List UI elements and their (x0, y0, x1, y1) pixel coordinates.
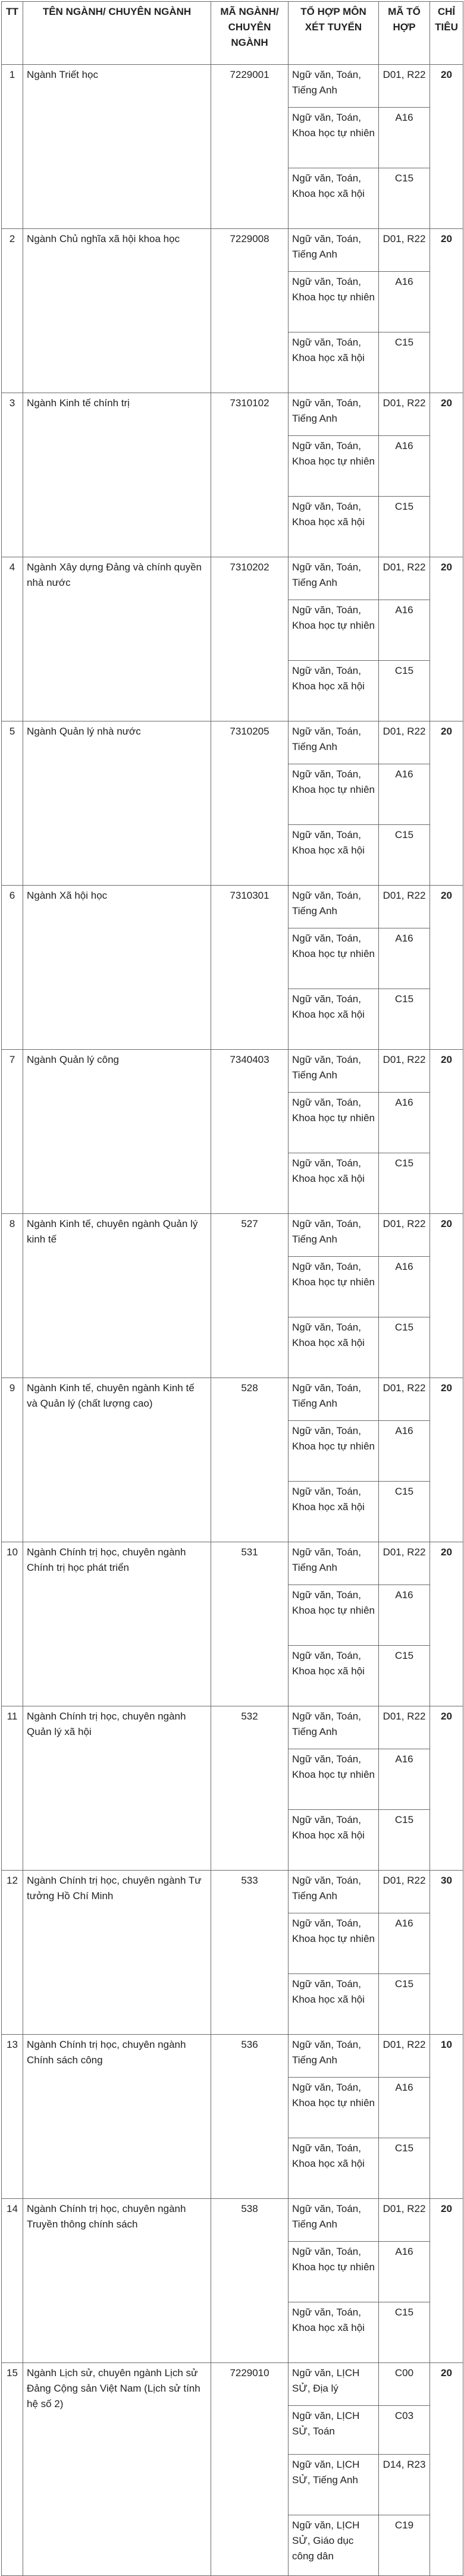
combo-code: C03 (379, 2406, 430, 2455)
subject-combo: Ngữ văn, Toán, Khoa học tự nhiên (289, 2078, 379, 2138)
combo-code: A16 (379, 2078, 430, 2138)
combo-code: C15 (379, 332, 430, 393)
subject-combo: Ngữ văn, Toán, Tiếng Anh (289, 886, 379, 928)
quota: 20 (430, 393, 463, 557)
table-row (2, 229, 463, 272)
major-name: Ngành Kinh tế chính trị (23, 393, 211, 557)
row-number: 8 (2, 1214, 23, 1378)
row-number: 13 (2, 2035, 23, 2199)
subject-combo: Ngữ văn, Toán, Khoa học xã hội (289, 1810, 379, 1871)
subject-combo: Ngữ văn, LỊCH SỬ, Giáo dục công dân (289, 2515, 379, 2576)
major-code: 528 (211, 1378, 289, 1542)
combo-code: A16 (379, 1749, 430, 1810)
combo-code: D01, R22 (379, 721, 430, 764)
combo-code: C15 (379, 1810, 430, 1871)
quota: 20 (430, 1706, 463, 1871)
combo-code: A16 (379, 272, 430, 332)
subject-combo: Ngữ văn, Toán, Khoa học xã hội (289, 2138, 379, 2199)
subject-combo: Ngữ văn, Toán, Khoa học xã hội (289, 1974, 379, 2035)
combo-code: A16 (379, 600, 430, 661)
subject-combo: Ngữ văn, LỊCH SỬ, Tiếng Anh (289, 2455, 379, 2515)
table-row (2, 393, 463, 436)
header-quota: CHỈ TIÊU (430, 2, 463, 65)
major-name: Ngành Chính trị học, chuyên ngành Chính sách công (23, 2035, 211, 2199)
subject-combo: Ngữ văn, Toán, Tiếng Anh (289, 393, 379, 436)
quota: 20 (430, 1214, 463, 1378)
row-number: 11 (2, 1706, 23, 1871)
header-tt: TT (2, 2, 23, 65)
subject-combo: Ngữ văn, Toán, Tiếng Anh (289, 721, 379, 764)
subject-combo: Ngữ văn, Toán, Khoa học tự nhiên (289, 1749, 379, 1810)
subject-combo: Ngữ văn, Toán, Tiếng Anh (289, 1871, 379, 1913)
combo-code: C15 (379, 497, 430, 557)
combo-code: A16 (379, 1913, 430, 1974)
combo-code: C15 (379, 1974, 430, 2035)
row-number: 7 (2, 1050, 23, 1214)
subject-combo: Ngữ văn, Toán, Tiếng Anh (289, 1542, 379, 1585)
major-name: Ngành Chính trị học, chuyên ngành Chính trị học phát triển (23, 1542, 211, 1706)
subject-combo: Ngữ văn, Toán, Khoa học xã hội (289, 825, 379, 886)
major-code: 533 (211, 1871, 289, 2035)
table-body (2, 65, 463, 2576)
combo-code: A16 (379, 928, 430, 989)
subject-combo: Ngữ văn, Toán, Khoa học tự nhiên (289, 1421, 379, 1482)
major-name: Ngành Chính trị học, chuyên ngành Truyền thông chính sách (23, 2199, 211, 2363)
major-name: Ngành Triết học (23, 65, 211, 229)
subject-combo: Ngữ văn, Toán, Khoa học tự nhiên (289, 928, 379, 989)
major-code: 7229010 (211, 2363, 289, 2576)
quota: 10 (430, 2035, 463, 2199)
subject-combo: Ngữ văn, Toán, Khoa học xã hội (289, 168, 379, 229)
major-code: 532 (211, 1706, 289, 1871)
row-number: 1 (2, 65, 23, 229)
combo-code: C00 (379, 2363, 430, 2406)
combo-code: D01, R22 (379, 65, 430, 108)
subject-combo: Ngữ văn, Toán, Khoa học tự nhiên (289, 1585, 379, 1646)
combo-code: C15 (379, 2138, 430, 2199)
subject-combo: Ngữ văn, Toán, Tiếng Anh (289, 1706, 379, 1749)
row-number: 5 (2, 721, 23, 886)
header-combo: TỔ HỢP MÔN XÉT TUYỂN (289, 2, 379, 65)
table-row (2, 65, 463, 108)
combo-code: D01, R22 (379, 2199, 430, 2242)
subject-combo: Ngữ văn, LỊCH SỬ, Toán (289, 2406, 379, 2455)
combo-code: A16 (379, 436, 430, 497)
table-row (2, 1378, 463, 1421)
combo-code: D01, R22 (379, 393, 430, 436)
header-code: MÃ NGÀNH/ CHUYÊN NGÀNH (211, 2, 289, 65)
table-row (2, 1214, 463, 1257)
major-name: Ngành Chính trị học, chuyên ngành Tư tưởng Hồ Chí Minh (23, 1871, 211, 2035)
table-row (2, 1871, 463, 1913)
combo-code: C15 (379, 661, 430, 721)
row-number: 10 (2, 1542, 23, 1706)
major-code: 7310205 (211, 721, 289, 886)
quota: 20 (430, 886, 463, 1050)
subject-combo: Ngữ văn, Toán, Khoa học xã hội (289, 332, 379, 393)
row-number: 2 (2, 229, 23, 393)
subject-combo: Ngữ văn, Toán, Khoa học xã hội (289, 1153, 379, 1214)
combo-code: C15 (379, 1482, 430, 1542)
major-name: Ngành Quản lý công (23, 1050, 211, 1214)
subject-combo: Ngữ văn, Toán, Tiếng Anh (289, 557, 379, 600)
combo-code: D14, R23 (379, 2455, 430, 2515)
subject-combo: Ngữ văn, Toán, Khoa học tự nhiên (289, 1913, 379, 1974)
combo-code: D01, R22 (379, 2035, 430, 2078)
subject-combo: Ngữ văn, Toán, Tiếng Anh (289, 2035, 379, 2078)
major-name: Ngành Xã hội học (23, 886, 211, 1050)
subject-combo: Ngữ văn, Toán, Khoa học tự nhiên (289, 600, 379, 661)
combo-code: C15 (379, 989, 430, 1050)
major-name: Ngành Kinh tế, chuyên ngành Quản lý kinh tế (23, 1214, 211, 1378)
subject-combo: Ngữ văn, Toán, Khoa học xã hội (289, 1482, 379, 1542)
subject-combo: Ngữ văn, Toán, Khoa học xã hội (289, 1646, 379, 1706)
major-code: 7310202 (211, 557, 289, 721)
quota: 20 (430, 2199, 463, 2363)
combo-code: D01, R22 (379, 1706, 430, 1749)
table-row (2, 721, 463, 764)
subject-combo: Ngữ văn, Toán, Khoa học tự nhiên (289, 764, 379, 825)
table-row (2, 2363, 463, 2406)
subject-combo: Ngữ văn, Toán, Khoa học tự nhiên (289, 1257, 379, 1317)
combo-code: C15 (379, 1317, 430, 1378)
major-code: 7229001 (211, 65, 289, 229)
row-number: 14 (2, 2199, 23, 2363)
quota: 30 (430, 1871, 463, 2035)
combo-code: A16 (379, 1421, 430, 1482)
subject-combo: Ngữ văn, LỊCH SỬ, Địa lý (289, 2363, 379, 2406)
subject-combo: Ngữ văn, Toán, Khoa học xã hội (289, 1317, 379, 1378)
combo-code: C15 (379, 1646, 430, 1706)
combo-code: D01, R22 (379, 1378, 430, 1421)
combo-code: C15 (379, 168, 430, 229)
major-code: 7310102 (211, 393, 289, 557)
combo-code: A16 (379, 108, 430, 168)
subject-combo: Ngữ văn, Toán, Khoa học xã hội (289, 2302, 379, 2363)
row-number: 12 (2, 1871, 23, 2035)
table-row (2, 886, 463, 928)
table-row (2, 2199, 463, 2242)
major-name: Ngành Chủ nghĩa xã hội khoa học (23, 229, 211, 393)
subject-combo: Ngữ văn, Toán, Tiếng Anh (289, 1378, 379, 1421)
subject-combo: Ngữ văn, Toán, Tiếng Anh (289, 65, 379, 108)
combo-code: D01, R22 (379, 1214, 430, 1257)
subject-combo: Ngữ văn, Toán, Khoa học xã hội (289, 989, 379, 1050)
table-row (2, 1706, 463, 1749)
major-name: Ngành Lịch sử, chuyên ngành Lịch sử Đảng Cộng sản Việt Nam (Lịch sử tính hệ số 2) (23, 2363, 211, 2576)
table-row (2, 1542, 463, 1585)
header-name: TÊN NGÀNH/ CHUYÊN NGÀNH (23, 2, 211, 65)
major-name: Ngành Quản lý nhà nước (23, 721, 211, 886)
subject-combo: Ngữ văn, Toán, Tiếng Anh (289, 229, 379, 272)
combo-code: A16 (379, 1585, 430, 1646)
table-row (2, 1050, 463, 1093)
combo-code: D01, R22 (379, 1871, 430, 1913)
quota: 20 (430, 2363, 463, 2576)
quota: 20 (430, 721, 463, 886)
major-code: 531 (211, 1542, 289, 1706)
quota: 20 (430, 1542, 463, 1706)
subject-combo: Ngữ văn, Toán, Khoa học xã hội (289, 661, 379, 721)
row-number: 15 (2, 2363, 23, 2576)
major-code: 7229008 (211, 229, 289, 393)
row-number: 3 (2, 393, 23, 557)
subject-combo: Ngữ văn, Toán, Tiếng Anh (289, 1214, 379, 1257)
major-code: 536 (211, 2035, 289, 2199)
major-code: 7310301 (211, 886, 289, 1050)
major-name: Ngành Kinh tế, chuyên ngành Kinh tế và Quản lý (chất lượng cao) (23, 1378, 211, 1542)
combo-code: A16 (379, 1093, 430, 1153)
quota: 20 (430, 1378, 463, 1542)
major-code: 7340403 (211, 1050, 289, 1214)
row-number: 9 (2, 1378, 23, 1542)
header-row (2, 2, 463, 65)
major-name: Ngành Chính trị học, chuyên ngành Quản lý xã hội (23, 1706, 211, 1871)
combo-code: A16 (379, 2242, 430, 2302)
subject-combo: Ngữ văn, Toán, Tiếng Anh (289, 2199, 379, 2242)
combo-code: C19 (379, 2515, 430, 2576)
combo-code: A16 (379, 1257, 430, 1317)
header-combo-code: MÃ TỔ HỢP (379, 2, 430, 65)
combo-code: D01, R22 (379, 1050, 430, 1093)
subject-combo: Ngữ văn, Toán, Khoa học tự nhiên (289, 1093, 379, 1153)
combo-code: D01, R22 (379, 557, 430, 600)
subject-combo: Ngữ văn, Toán, Khoa học tự nhiên (289, 2242, 379, 2302)
combo-code: D01, R22 (379, 886, 430, 928)
major-code: 538 (211, 2199, 289, 2363)
major-name: Ngành Xây dựng Đảng và chính quyền nhà nước (23, 557, 211, 721)
combo-code: D01, R22 (379, 229, 430, 272)
combo-code: C15 (379, 2302, 430, 2363)
subject-combo: Ngữ văn, Toán, Khoa học tự nhiên (289, 272, 379, 332)
combo-code: D01, R22 (379, 1542, 430, 1585)
subject-combo: Ngữ văn, Toán, Tiếng Anh (289, 1050, 379, 1093)
row-number: 6 (2, 886, 23, 1050)
quota: 20 (430, 1050, 463, 1214)
combo-code: C15 (379, 825, 430, 886)
subject-combo: Ngữ văn, Toán, Khoa học xã hội (289, 497, 379, 557)
table-row (2, 2035, 463, 2078)
subject-combo: Ngữ văn, Toán, Khoa học tự nhiên (289, 436, 379, 497)
quota: 20 (430, 557, 463, 721)
admission-table (1, 1, 463, 2576)
subject-combo: Ngữ văn, Toán, Khoa học tự nhiên (289, 108, 379, 168)
quota: 20 (430, 65, 463, 229)
major-code: 527 (211, 1214, 289, 1378)
row-number: 4 (2, 557, 23, 721)
table-row (2, 557, 463, 600)
combo-code: A16 (379, 764, 430, 825)
quota: 20 (430, 229, 463, 393)
combo-code: C15 (379, 1153, 430, 1214)
